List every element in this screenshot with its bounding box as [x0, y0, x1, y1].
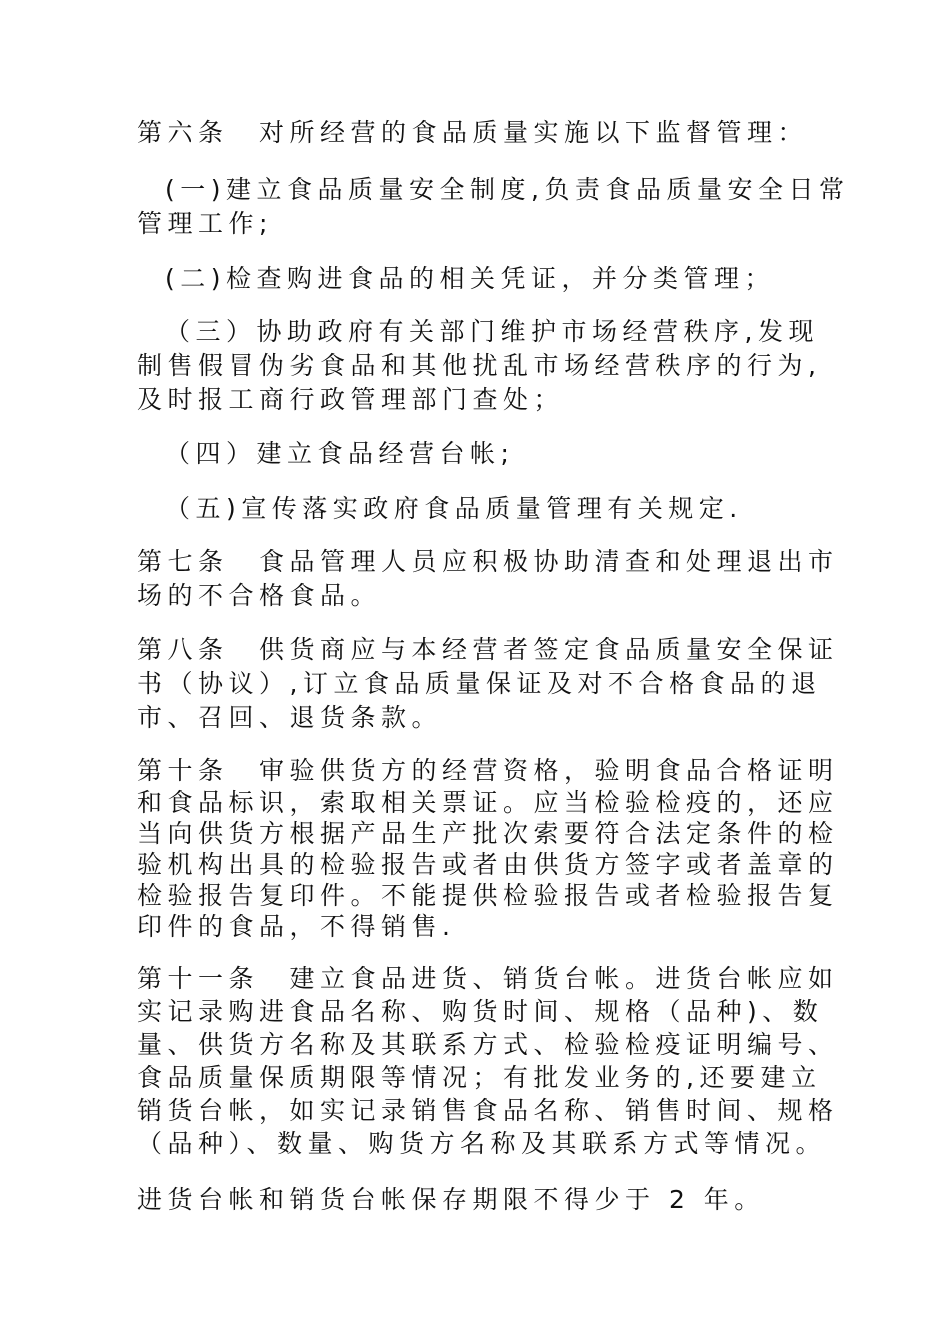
text-line: 销货台帐，如实记录销售食品名称、销售时间、规格 — [137, 1096, 839, 1125]
text-line: 管理工作; — [137, 209, 273, 238]
text-line: 验机构出具的检验报告或者由供货方签字或者盖章的 — [137, 850, 839, 879]
text-line: 量、供货方名称及其联系方式、检验检疫证明编号、 — [137, 1030, 839, 1059]
text-line: 第十一条 建立食品进货、销货台帐。进货台帐应如 — [137, 964, 839, 993]
text-line: 第七条 食品管理人员应积极协助清查和处理退出市 — [137, 547, 839, 576]
text-line: 食品质量保质期限等情况；有批发业务的,还要建立 — [137, 1063, 822, 1092]
text-line: 和食品标识，索取相关票证。应当检验检疫的，还应 — [137, 788, 839, 817]
text-line: （三）协助政府有关部门维护市场经营秩序,发现 — [165, 317, 819, 346]
text-line: （五)宣传落实政府食品质量管理有关规定. — [165, 494, 743, 523]
text-line: 市、召回、退货条款。 — [137, 703, 443, 732]
text-line: 第六条 对所经营的食品质量实施以下监督管理： — [137, 118, 809, 147]
text-line: 第十条 审验供货方的经营资格，验明食品合格证明 — [137, 756, 839, 785]
text-line: (一)建立食品质量安全制度,负责食品质量安全日常 — [165, 175, 850, 204]
text-line: 检验报告复印件。不能提供检验报告或者检验报告复 — [137, 881, 839, 910]
text-line: （品种）、数量、购货方名称及其联系方式等情况。 — [137, 1129, 827, 1158]
text-line: 第八条 供货商应与本经营者签定食品质量安全保证 — [137, 635, 839, 664]
text-line: 印件的食品，不得销售. — [137, 912, 456, 941]
text-line: 书（协议）,订立食品质量保证及对不合格食品的退 — [137, 669, 822, 698]
text-line: 实记录购进食品名称、购货时间、规格（品种)、数 — [137, 997, 824, 1026]
text-line: 场的不合格食品。 — [137, 581, 382, 610]
text-line: 进货台帐和销货台帐保存期限不得少于 2 年。 — [137, 1185, 765, 1214]
text-line: 及时报工商行政管理部门查处； — [137, 385, 565, 414]
text-line: （四）建立食品经营台帐; — [165, 439, 515, 468]
text-line: (二)检查购进食品的相关凭证，并分类管理； — [165, 264, 776, 293]
text-line: 当向供货方根据产品生产批次索要符合法定条件的检 — [137, 819, 839, 848]
text-line: 制售假冒伪劣食品和其他扰乱市场经营秩序的行为, — [137, 351, 822, 380]
